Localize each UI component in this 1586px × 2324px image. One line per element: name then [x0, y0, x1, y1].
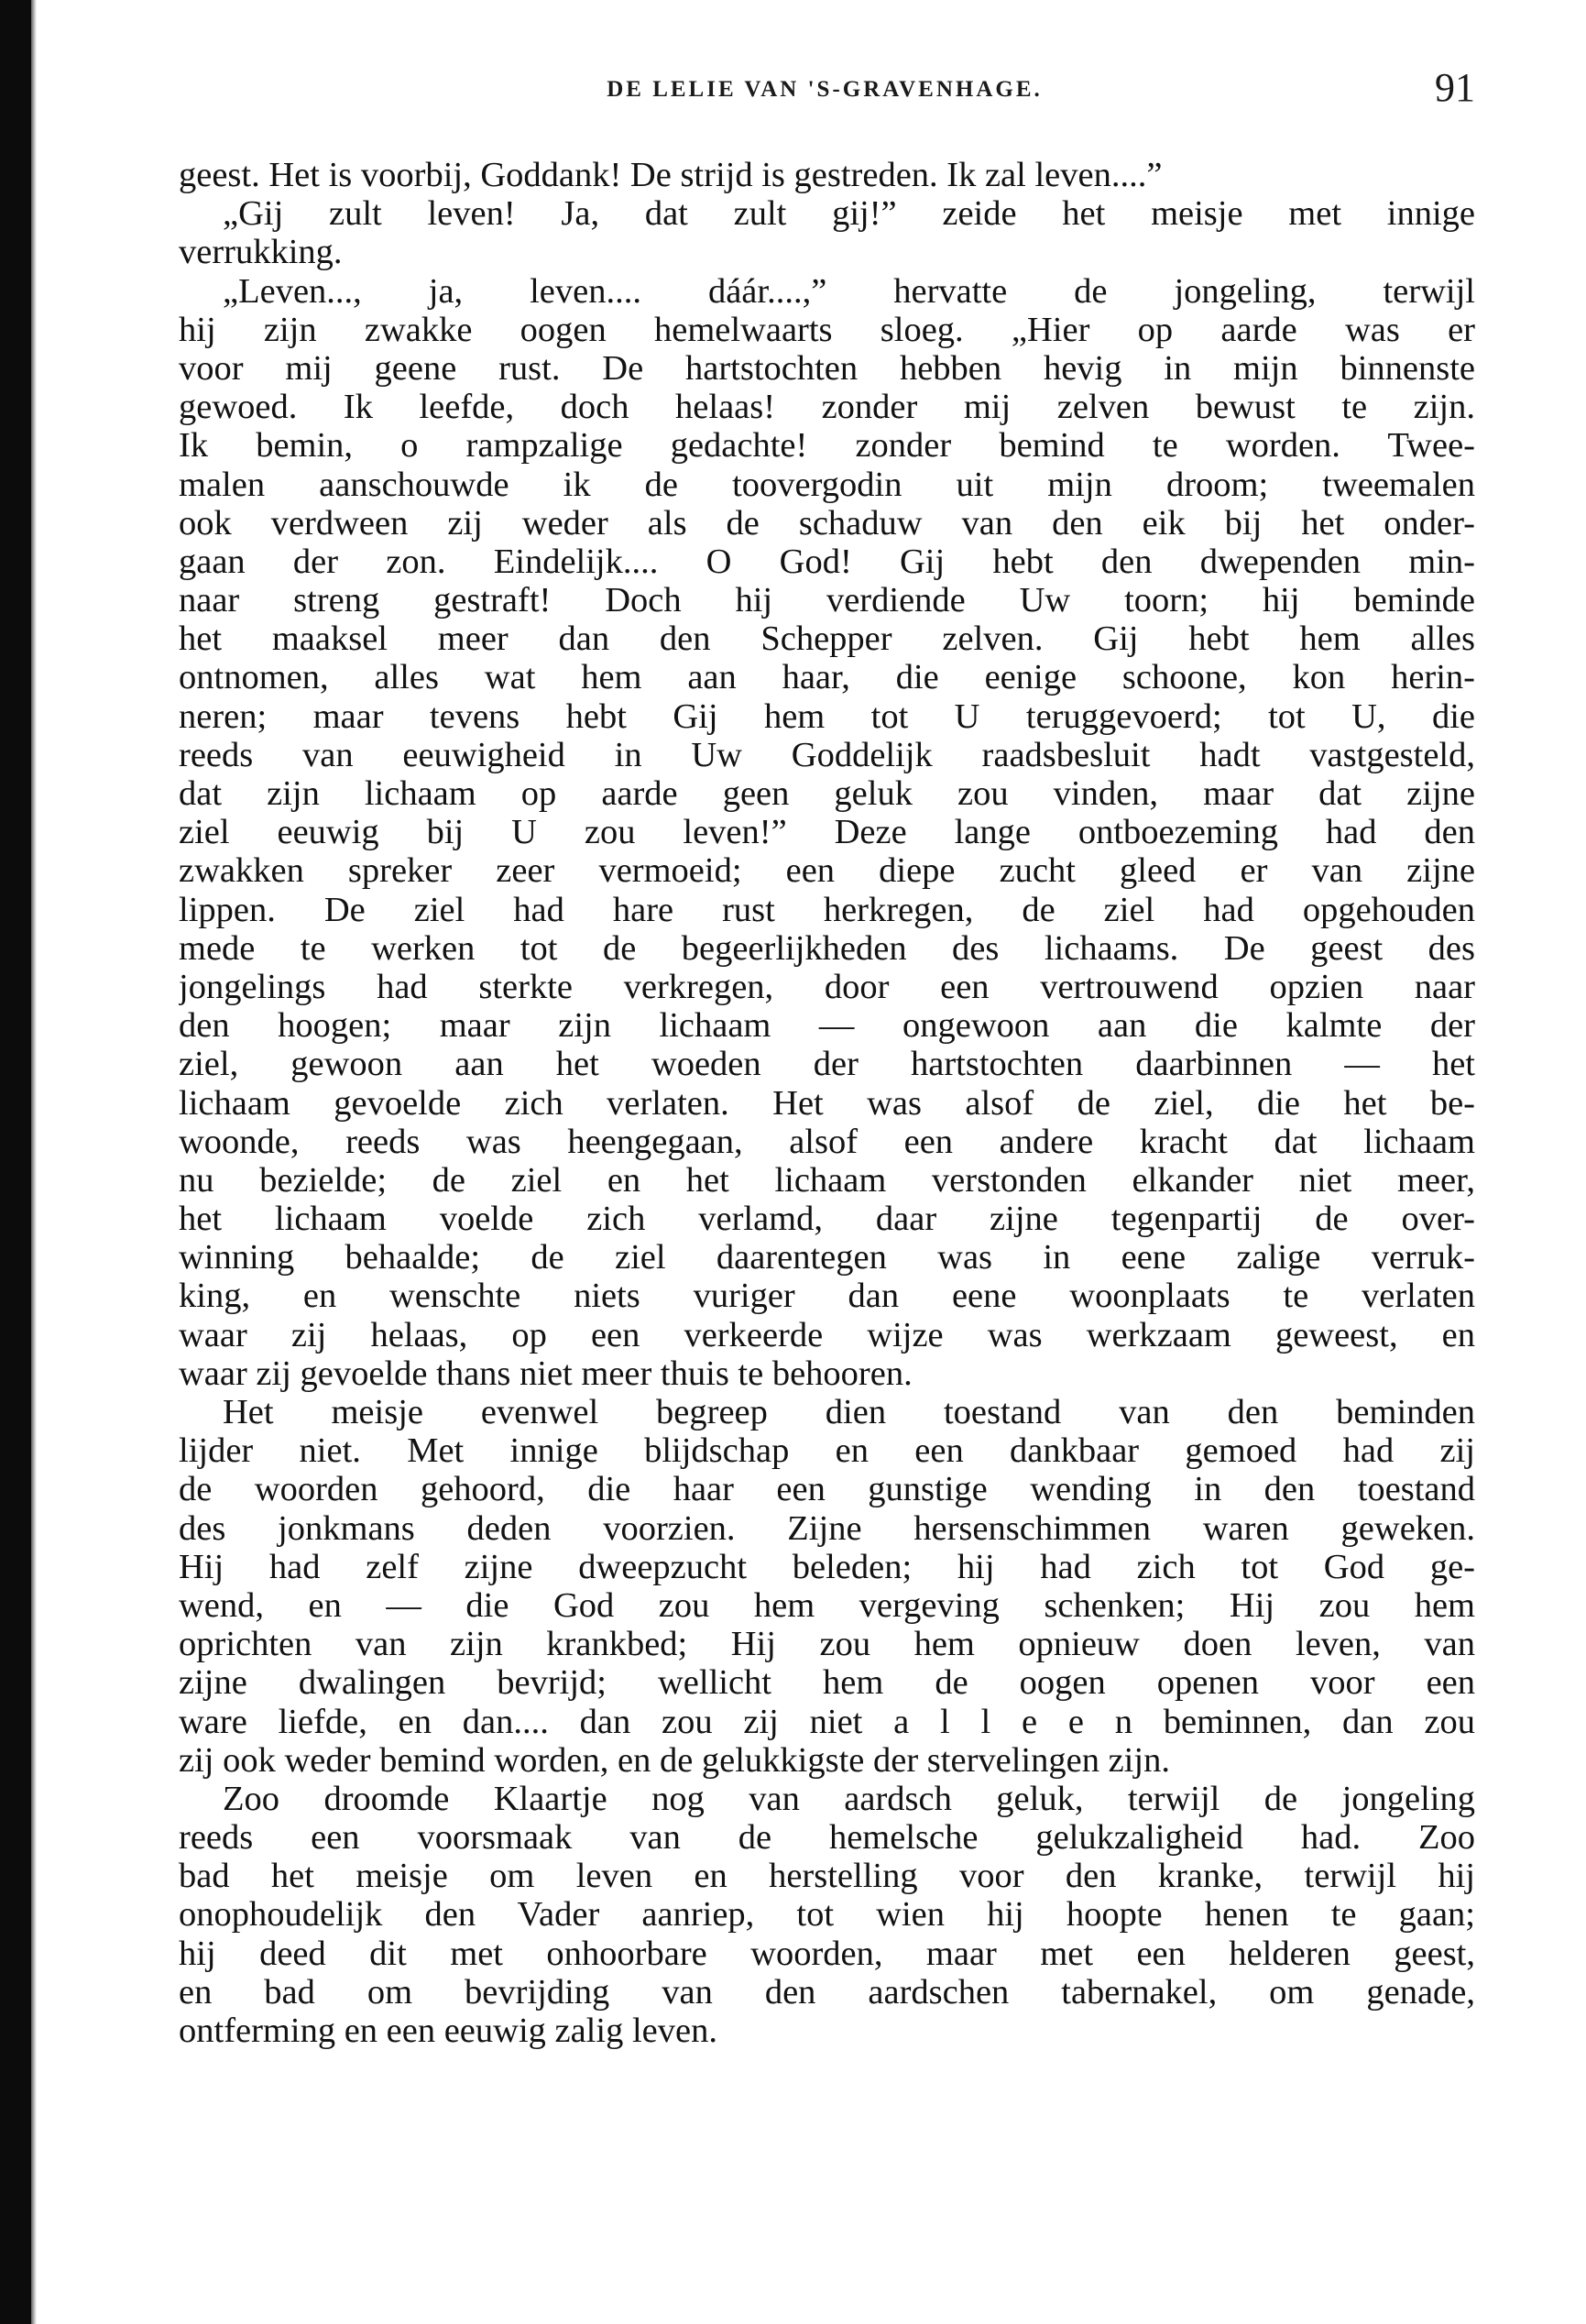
text-line: zij ook weder bemind worden, en de gelukkigste der stervelingen zijn.	[179, 1740, 1170, 1780]
page-number: 91	[1435, 65, 1475, 110]
text-line: Het meisje evenwel begreep dien toestand van den beminden	[223, 1393, 1475, 1431]
text-line: gewoed. Ik leefde, doch helaas! zonder mij zelven bewust te zijn.	[179, 388, 1475, 427]
text-line: ontferming en een eeuwig zalig leven.	[179, 2012, 717, 2050]
text-line: wend, en — die God zou hem vergeving schenken; Hij zou hem	[179, 1585, 1475, 1625]
text-line: onophoudelijk den Vader aanriep, tot wien hij hoopte henen te gaan;	[179, 1895, 1475, 1935]
text-line: mede te werken tot de begeerlijkheden des lichaams. De geest des	[179, 928, 1475, 968]
text-line: neren; maar tevens hebt Gij hem tot U teruggevoerd; tot U, die	[179, 696, 1475, 736]
text-line: hij zijn zwakke oogen hemelwaarts sloeg. „Hier op aarde was er	[179, 310, 1475, 349]
text-line: winning behaalde; de ziel daarentegen was in eene zalige verruk-	[179, 1238, 1475, 1277]
text-line: lijder niet. Met innige blijdschap en een dankbaar gemoed had zij	[179, 1431, 1475, 1471]
text-line: lippen. De ziel had hare rust herkregen, de ziel had opgehouden	[179, 890, 1475, 929]
text-line: het maaksel meer dan den Schepper zelven. Gij hebt hem alles	[179, 619, 1475, 659]
text-line: de woorden gehoord, die haar een gunstige wending in den toestand	[179, 1470, 1475, 1509]
text-line: bad het meisje om leven en herstelling voor den kranke, terwijl hij	[179, 1857, 1475, 1896]
text-line: „Gij zult leven! Ja, dat zult gij!” zeide het meisje met innige	[223, 194, 1475, 234]
text-line: ook verdween zij weder als de schaduw van den eik bij het onder-	[179, 503, 1475, 543]
text-line: geest. Het is voorbij, Goddank! De strijd is gestreden. Ik zal leven....”	[179, 156, 1163, 194]
text-line: king, en wenschte niets vuriger dan eene woonplaats te verlaten	[179, 1277, 1475, 1316]
text-line: nu bezielde; de ziel en het lichaam verstonden elkander niet meer,	[179, 1160, 1475, 1200]
page-binding-edge	[0, 0, 31, 2324]
text-line: lichaam gevoelde zich verlaten. Het was alsof de ziel, die het be-	[179, 1083, 1475, 1123]
text-line: naar streng gestraft! Doch hij verdiende Uw toorn; hij beminde	[179, 581, 1475, 620]
text-line: voor mij geene rust. De hartstochten hebben hevig in mijn binnenste	[179, 348, 1475, 388]
text-line: „Leven..., ja, leven.... dáár....,” hervatte de jongeling, terwijl	[223, 271, 1475, 311]
text-line: waar zij helaas, op een verkeerde wijze was werkzaam geweest, en	[179, 1315, 1475, 1354]
text-line: malen aanschouwde ik de toovergodin uit mijn droom; tweemalen	[179, 465, 1475, 504]
text-line: jongelings had sterkte verkregen, door een vertrouwend opzien naar	[179, 967, 1475, 1006]
text-line: gaan der zon. Eindelijk.... O God! Gij hebt den dwependen min-	[179, 542, 1475, 581]
text-line: hij deed dit met onhoorbare woorden, maar met een helderen geest,	[179, 1934, 1475, 1973]
text-line: Hij had zelf zijne dweepzucht beleden; hij had zich tot God ge-	[179, 1547, 1475, 1586]
running-header	[174, 64, 1475, 119]
text-line: ontnomen, alles wat hem aan haar, die eenige schoone, kon herin-	[179, 658, 1475, 697]
text-line: Ik bemin, o rampzalige gedachte! zonder bemind te worden. Twee-	[179, 426, 1475, 466]
text-line: verrukking.	[179, 233, 343, 272]
text-line: woonde, reeds was heengegaan, alsof een andere kracht dat lichaam	[179, 1122, 1475, 1161]
text-line: en bad om bevrijding van den aardschen tabernakel, om genade,	[179, 1972, 1475, 2012]
body-text	[179, 156, 1475, 2050]
text-line: dat zijn lichaam op aarde geen geluk zou vinden, maar dat zijne	[179, 774, 1475, 813]
text-line: zijne dwalingen bevrijd; wellicht hem de oogen openen voor een	[179, 1663, 1475, 1703]
text-line: Zoo droomde Klaartje nog van aardsch geluk, terwijl de jongeling	[223, 1779, 1475, 1818]
text-line: waar zij gevoelde thans niet meer thuis te behooren.	[179, 1354, 913, 1393]
text-line: ware liefde, en dan.... dan zou zij niet a l l e e n beminnen, dan zou	[179, 1702, 1475, 1741]
text-line: ziel eeuwig bij U zou leven!” Deze lange ontboezeming had den	[179, 813, 1475, 852]
text-line: reeds een voorsmaak van de hemelsche gelukzaligheid had. Zoo	[179, 1818, 1475, 1858]
running-title: DE LELIE VAN 'S-GRAVENHAGE.	[607, 77, 1043, 102]
text-line: den hoogen; maar zijn lichaam — ongewoon aan die kalmte der	[179, 1006, 1475, 1046]
text-line: reeds van eeuwigheid in Uw Goddelijk raadsbesluit hadt vastgesteld,	[179, 735, 1475, 774]
text-line: ziel, gewoon aan het woeden der hartstochten daarbinnen — het	[179, 1045, 1475, 1084]
text-line: oprichten van zijn krankbed; Hij zou hem opnieuw doen leven, van	[179, 1625, 1475, 1664]
text-line: zwakken spreker zeer vermoeid; een diepe zucht gleed er van zijne	[179, 851, 1475, 891]
text-line: het lichaam voelde zich verlamd, daar zijne tegenpartij de over-	[179, 1200, 1475, 1239]
text-line: des jonkmans deden voorzien. Zijne hersenschimmen waren geweken.	[179, 1508, 1475, 1548]
